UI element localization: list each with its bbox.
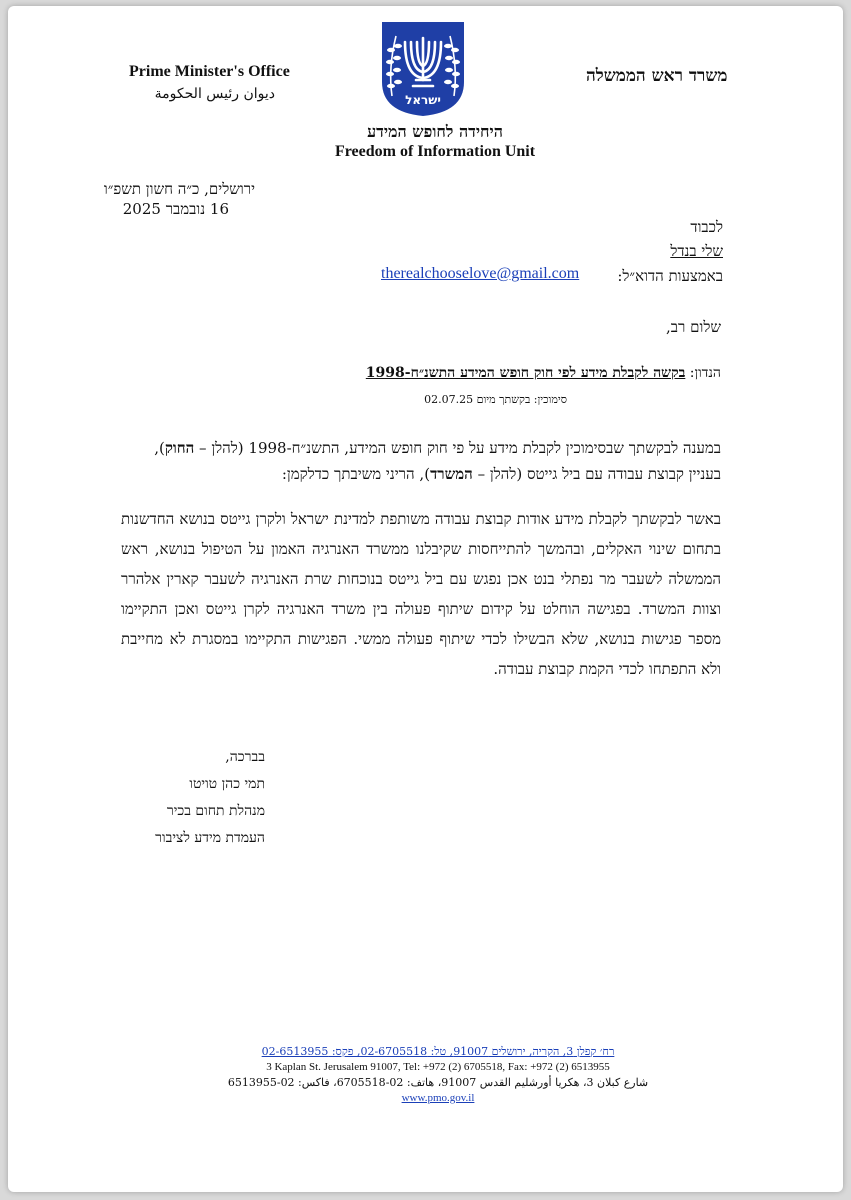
footer-website-link[interactable]: www.pmo.gov.il: [401, 1091, 475, 1104]
office-name-english: Prime Minister's Office: [129, 63, 290, 80]
subject-text: בקשה לקבלת מידע לפי חוק חופש המידע התשנ״ח-1998: [365, 365, 686, 381]
body-paragraph-2: באשר לבקשתך לקבלת מידע אודות קבוצת עבודה משותפת למדינת ישראל ולקרן גייטס בנושא החדשנות בתחום שינוי האקלים, ובהמשך להתייחסות שקיבלנו ממשרד האנרגיה האמון על הטיפול בנושא, ראש הממשלה לשעבר מר נפתלי בנט אכן נפגש עם ביל גייטס בנוכחות שרת האנרגיה לשעבר קארין אלהרר וצוות המשרד. בפגישה הוחלט על קידום שיתוף פעולה בין משרד האנרגיה לקרן גייטס ואכן התקיימו מספר פגישות בנושא, שלא הבשילו לכדי שיתוף פעולה ממשי. הפגישות התקיימו במסגרת לא מחייבת ולא התפתחו לכדי הקמת קבוצת עבודה.: [121, 510, 721, 678]
footer-address-english: 3 Kaplan St. Jerusalem 91007, Tel: +972 (2) 6705518, Fax: +972 (2) 6513955: [266, 1060, 610, 1073]
office-name-hebrew: משרד ראש הממשלה: [586, 66, 728, 86]
greeting: שלום רב,: [666, 318, 721, 336]
footer-address-hebrew: רח׳ קפלן 3, הקריה, ירושלים 91007, טל: 02-6705518, פקס: 02-6513955: [261, 1045, 615, 1058]
recipient-email-link[interactable]: therealchooselove@gmail.com: [381, 265, 580, 282]
subject-line: [366, 365, 721, 382]
via-email-label: באמצעות הדוא״ל:: [617, 267, 723, 285]
para1-text-c: ), בעניין קבוצת עבודה עם ביל גייטס (להלן –: [154, 439, 721, 483]
para1-text-a: במענה לבקשתך שבסימוכין לקבלת מידע על פי חוק חופש המידע, התשנ״ח-1998 (להלן –: [194, 439, 721, 457]
footer-address-arabic: شارع كبلان 3، هكريا أورشليم القدس 91007، هاتف: 02-6705518، فاكس: 02-6513955: [227, 1076, 649, 1089]
recipient-salutation: לכבוד: [690, 218, 723, 236]
emblem-label: ישראל: [405, 93, 441, 107]
footer: [208, 1044, 668, 1106]
gregorian-date: 16 נובמבר 2025: [122, 200, 229, 218]
signature-name: תמי כהן טויטו: [189, 776, 265, 792]
signature-closing: בברכה,: [225, 749, 265, 765]
letter-page: [8, 6, 843, 1192]
body-paragraph-1: [121, 435, 721, 487]
unit-name-english: Freedom of Information Unit: [334, 143, 536, 160]
reference-line: סימוכין: בקשתך מיום 02.07.25: [424, 393, 567, 406]
signature-block: [155, 744, 265, 852]
subject-label: הנדון:: [689, 365, 721, 381]
para1-term-law: החוק: [164, 439, 195, 457]
signature-title: מנהלת תחום בכיר: [166, 803, 265, 819]
signature-department: העמדת מידע לציבור: [155, 830, 265, 846]
unit-name-hebrew: היחידה לחופש המידע: [367, 122, 503, 141]
para1-term-ministry: המשרד: [430, 465, 473, 483]
state-emblem-icon: [380, 20, 466, 118]
hebrew-date: ירושלים, כ״ה חשון תשפ״ו: [103, 180, 255, 198]
office-name-arabic: ديوان رئيس الحكومة: [154, 86, 275, 102]
recipient-name: שלי בנדל: [670, 242, 723, 260]
para1-text-e: ), הריני משיבתך כדלקמן:: [281, 465, 431, 483]
